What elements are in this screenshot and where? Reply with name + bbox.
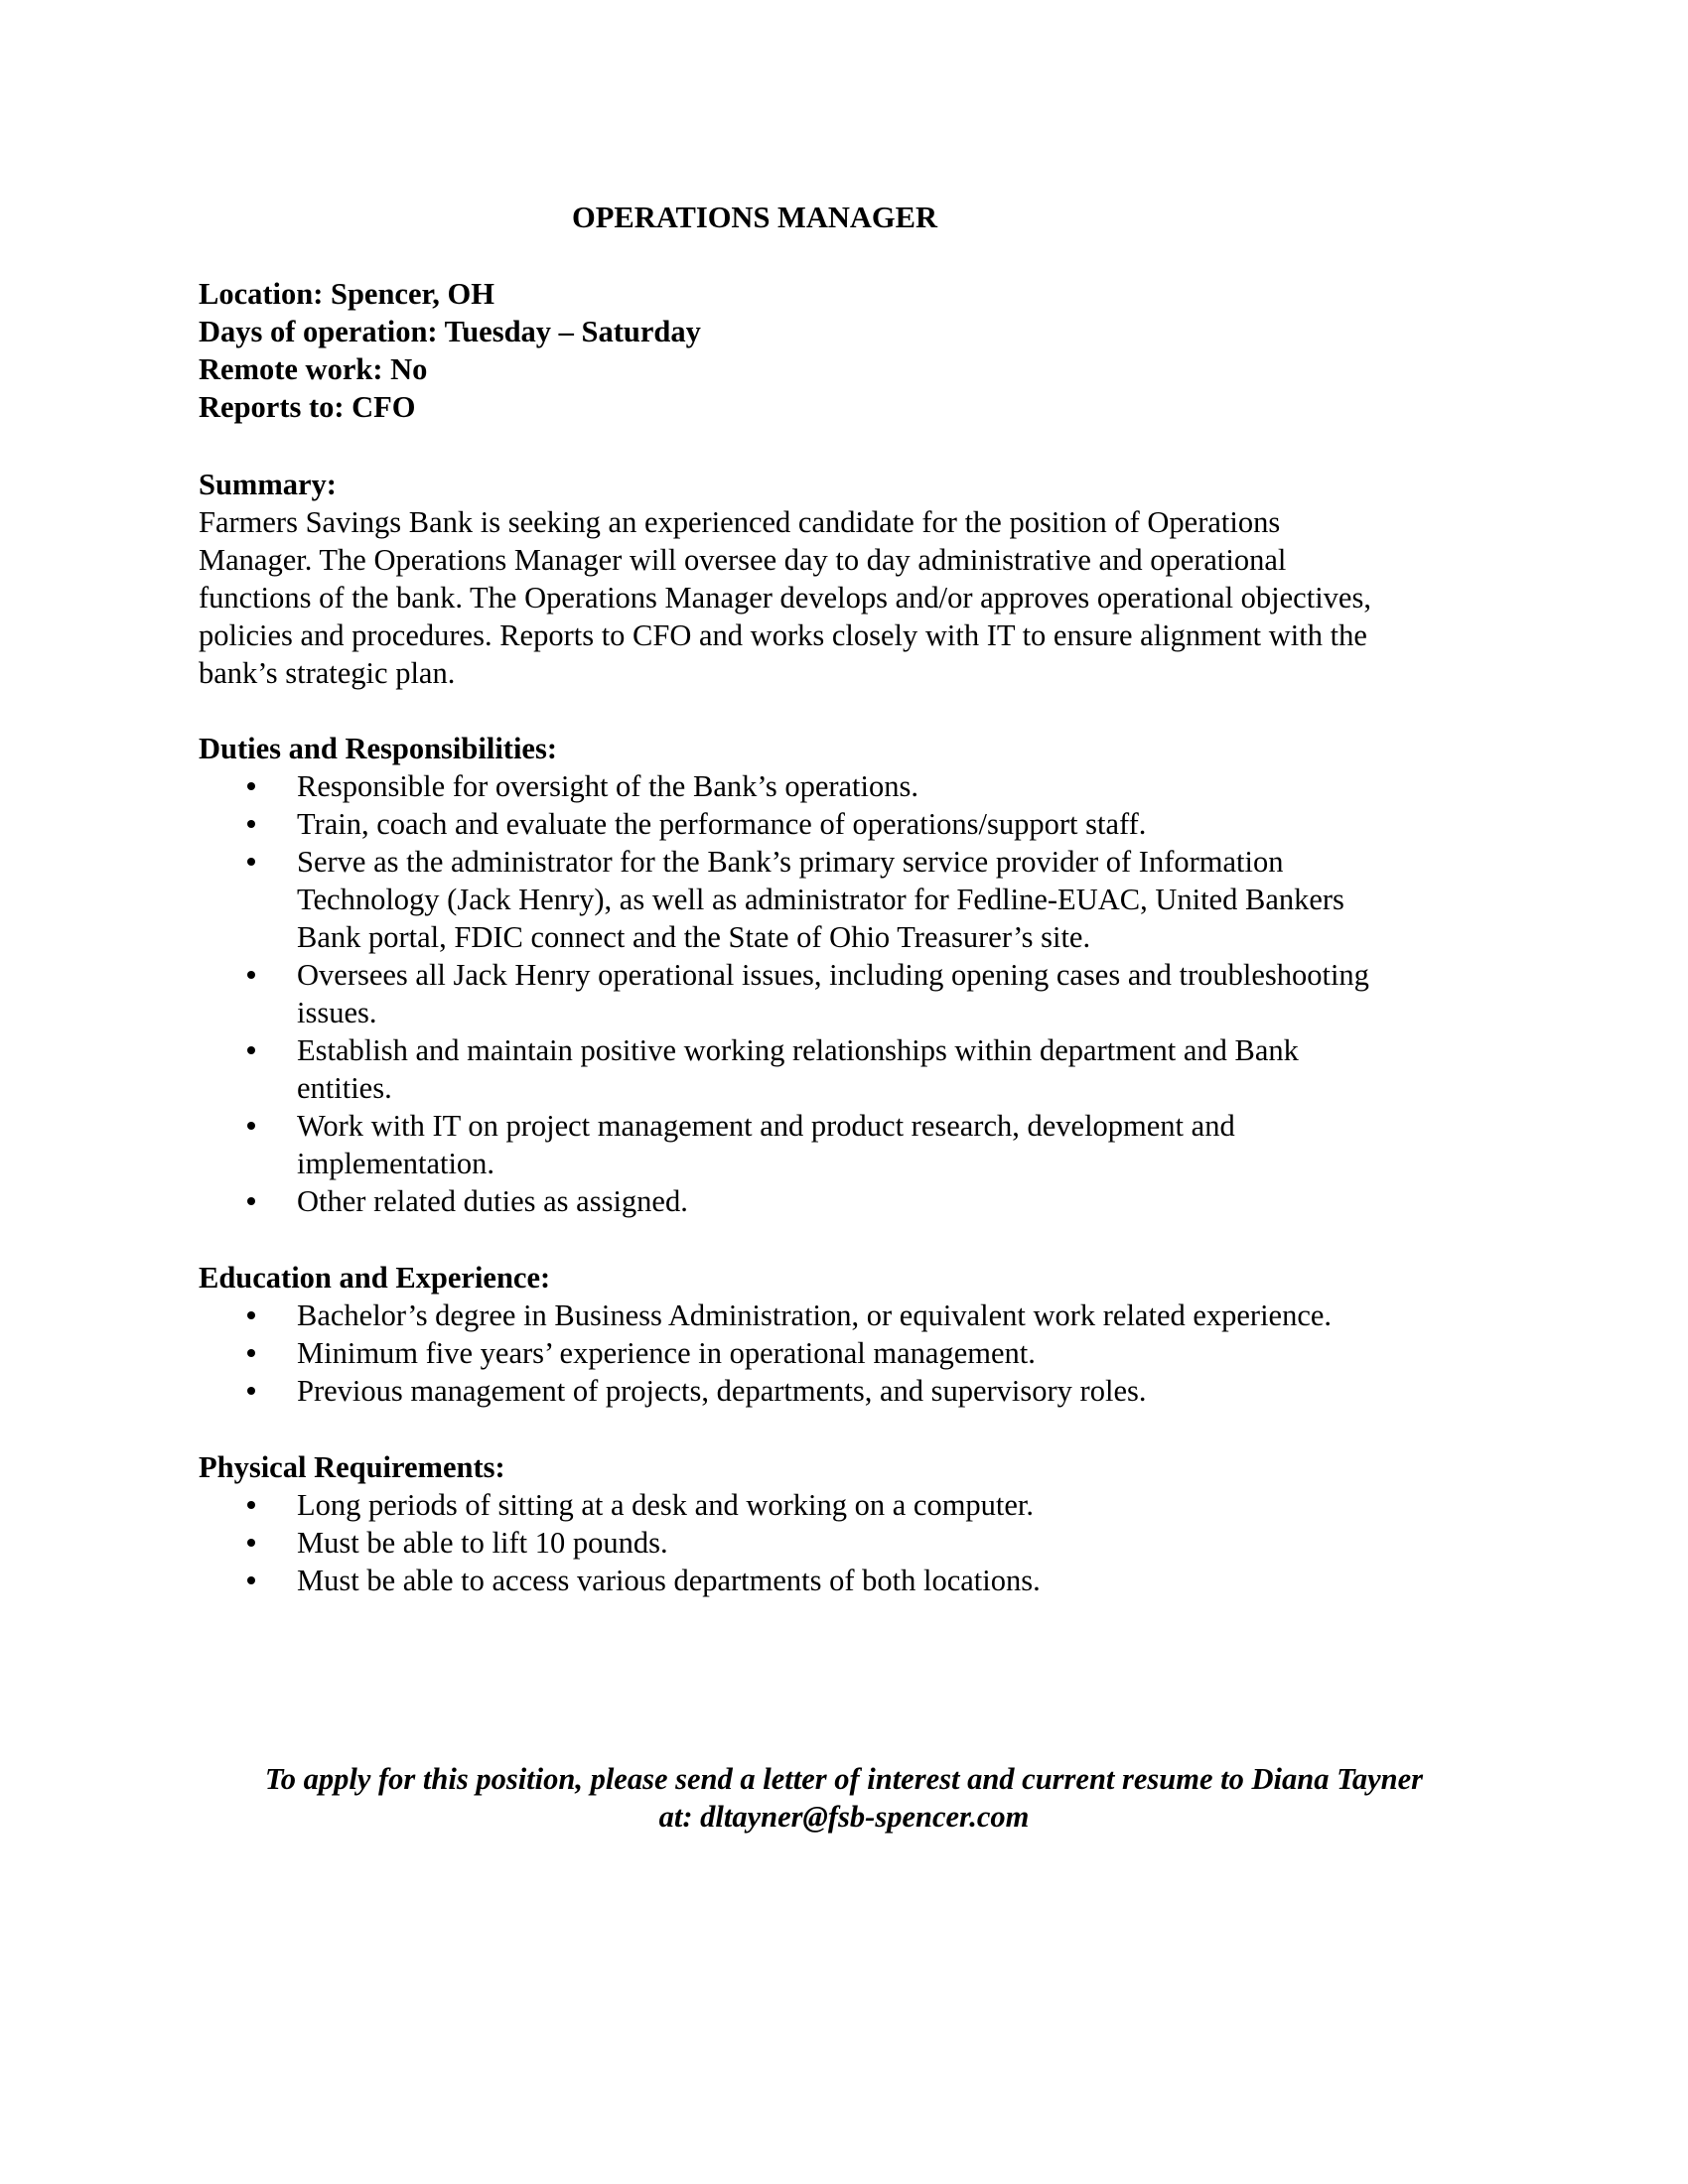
list-item [199,1524,1662,1562]
bullet-icon [247,858,255,866]
list-item [199,767,1662,805]
list-item-text: entities. [297,1071,392,1105]
summary-line: Farmers Savings Bank is seeking an experienced candidate for the position of Operations [199,505,1281,539]
list-item [199,1334,1662,1372]
list-item [199,1562,1662,1599]
physical-heading: Physical Requirements: [199,1450,505,1484]
bullet-icon [247,1197,255,1205]
summary-line: policies and procedures. Reports to CFO and works closely with IT to ensure alignment with the [199,618,1367,652]
list-item-text: Other related duties as assigned. [297,1184,688,1218]
list-item [199,1297,1662,1334]
list-item-text: Must be able to lift 10 pounds. [297,1526,668,1560]
list-item [199,1486,1662,1524]
bullet-icon [247,1349,255,1357]
list-item-text: Serve as the administrator for the Bank’s primary service provider of Information [297,845,1284,879]
list-item [199,956,1662,1031]
list-item [199,1107,1662,1182]
list-item [199,805,1662,843]
list-item-text: Responsible for oversight of the Bank’s operations. [297,769,918,803]
summary-line: Manager. The Operations Manager will oversee day to day administrative and operational [199,543,1287,577]
page-title: OPERATIONS MANAGER [572,201,937,234]
list-item [199,843,1662,956]
remote-line: Remote work: No [199,352,428,386]
bullet-icon [247,1122,255,1130]
days-line: Days of operation: Tuesday – Saturday [199,315,701,348]
list-item-text: Train, coach and evaluate the performance of operations/support staff. [297,807,1147,841]
summary-section [199,466,1489,692]
bullet-icon [247,1046,255,1054]
list-item-text: Bachelor’s degree in Business Administration, or equivalent work related experience. [297,1298,1333,1332]
list-item-text: Work with IT on project management and product research, development and [297,1109,1235,1143]
education-list [199,1297,1489,1410]
list-item-text: implementation. [297,1147,495,1180]
bullet-icon [247,1539,255,1547]
duties-heading: Duties and Responsibilities: [199,732,557,765]
list-item-text: Previous management of projects, departments, and supervisory roles. [297,1374,1147,1408]
document-page [199,0,1489,2184]
list-item [199,1031,1662,1107]
list-item-text: issues. [297,996,377,1029]
summary-line: functions of the bank. The Operations Manager develops and/or approves operational objectives, [199,581,1371,614]
duties-list [199,767,1489,1220]
list-item [199,1182,1662,1220]
bullet-icon [247,1311,255,1319]
education-heading: Education and Experience: [199,1261,551,1295]
apply-instructions [199,1760,1489,1836]
summary-text [199,503,1489,692]
bullet-icon [247,1576,255,1584]
apply-email-line: at: dltayner@fsb-spencer.com [658,1800,1030,1834]
reports-to-line: Reports to: CFO [199,390,416,424]
bullet-icon [247,1387,255,1395]
job-meta [199,275,701,426]
list-item-text: Minimum five years’ experience in operational management. [297,1336,1036,1370]
bullet-icon [247,1501,255,1509]
bullet-icon [247,782,255,790]
bullet-icon [247,971,255,979]
summary-heading: Summary: [199,468,337,501]
education-section [199,1259,1489,1410]
list-item-text: Oversees all Jack Henry operational issues, including opening cases and troubleshooting [297,958,1369,992]
list-item [199,1372,1662,1410]
physical-list [199,1486,1489,1599]
physical-section [199,1448,1489,1599]
location-line: Location: Spencer, OH [199,277,494,311]
list-item-text: Long periods of sitting at a desk and working on a computer. [297,1488,1035,1522]
bullet-icon [247,820,255,828]
duties-section [199,730,1489,1220]
list-item-text: Establish and maintain positive working relationships within department and Bank [297,1033,1299,1067]
list-item-text: Technology (Jack Henry), as well as administrator for Fedline-EUAC, United Bankers [297,883,1344,916]
list-item-text: Bank portal, FDIC connect and the State of Ohio Treasurer’s site. [297,920,1091,954]
apply-line: To apply for this position, please send a letter of interest and current resume to Diana Tayner [264,1762,1424,1796]
list-item-text: Must be able to access various departments of both locations. [297,1564,1041,1597]
summary-line: bank’s strategic plan. [199,656,456,690]
